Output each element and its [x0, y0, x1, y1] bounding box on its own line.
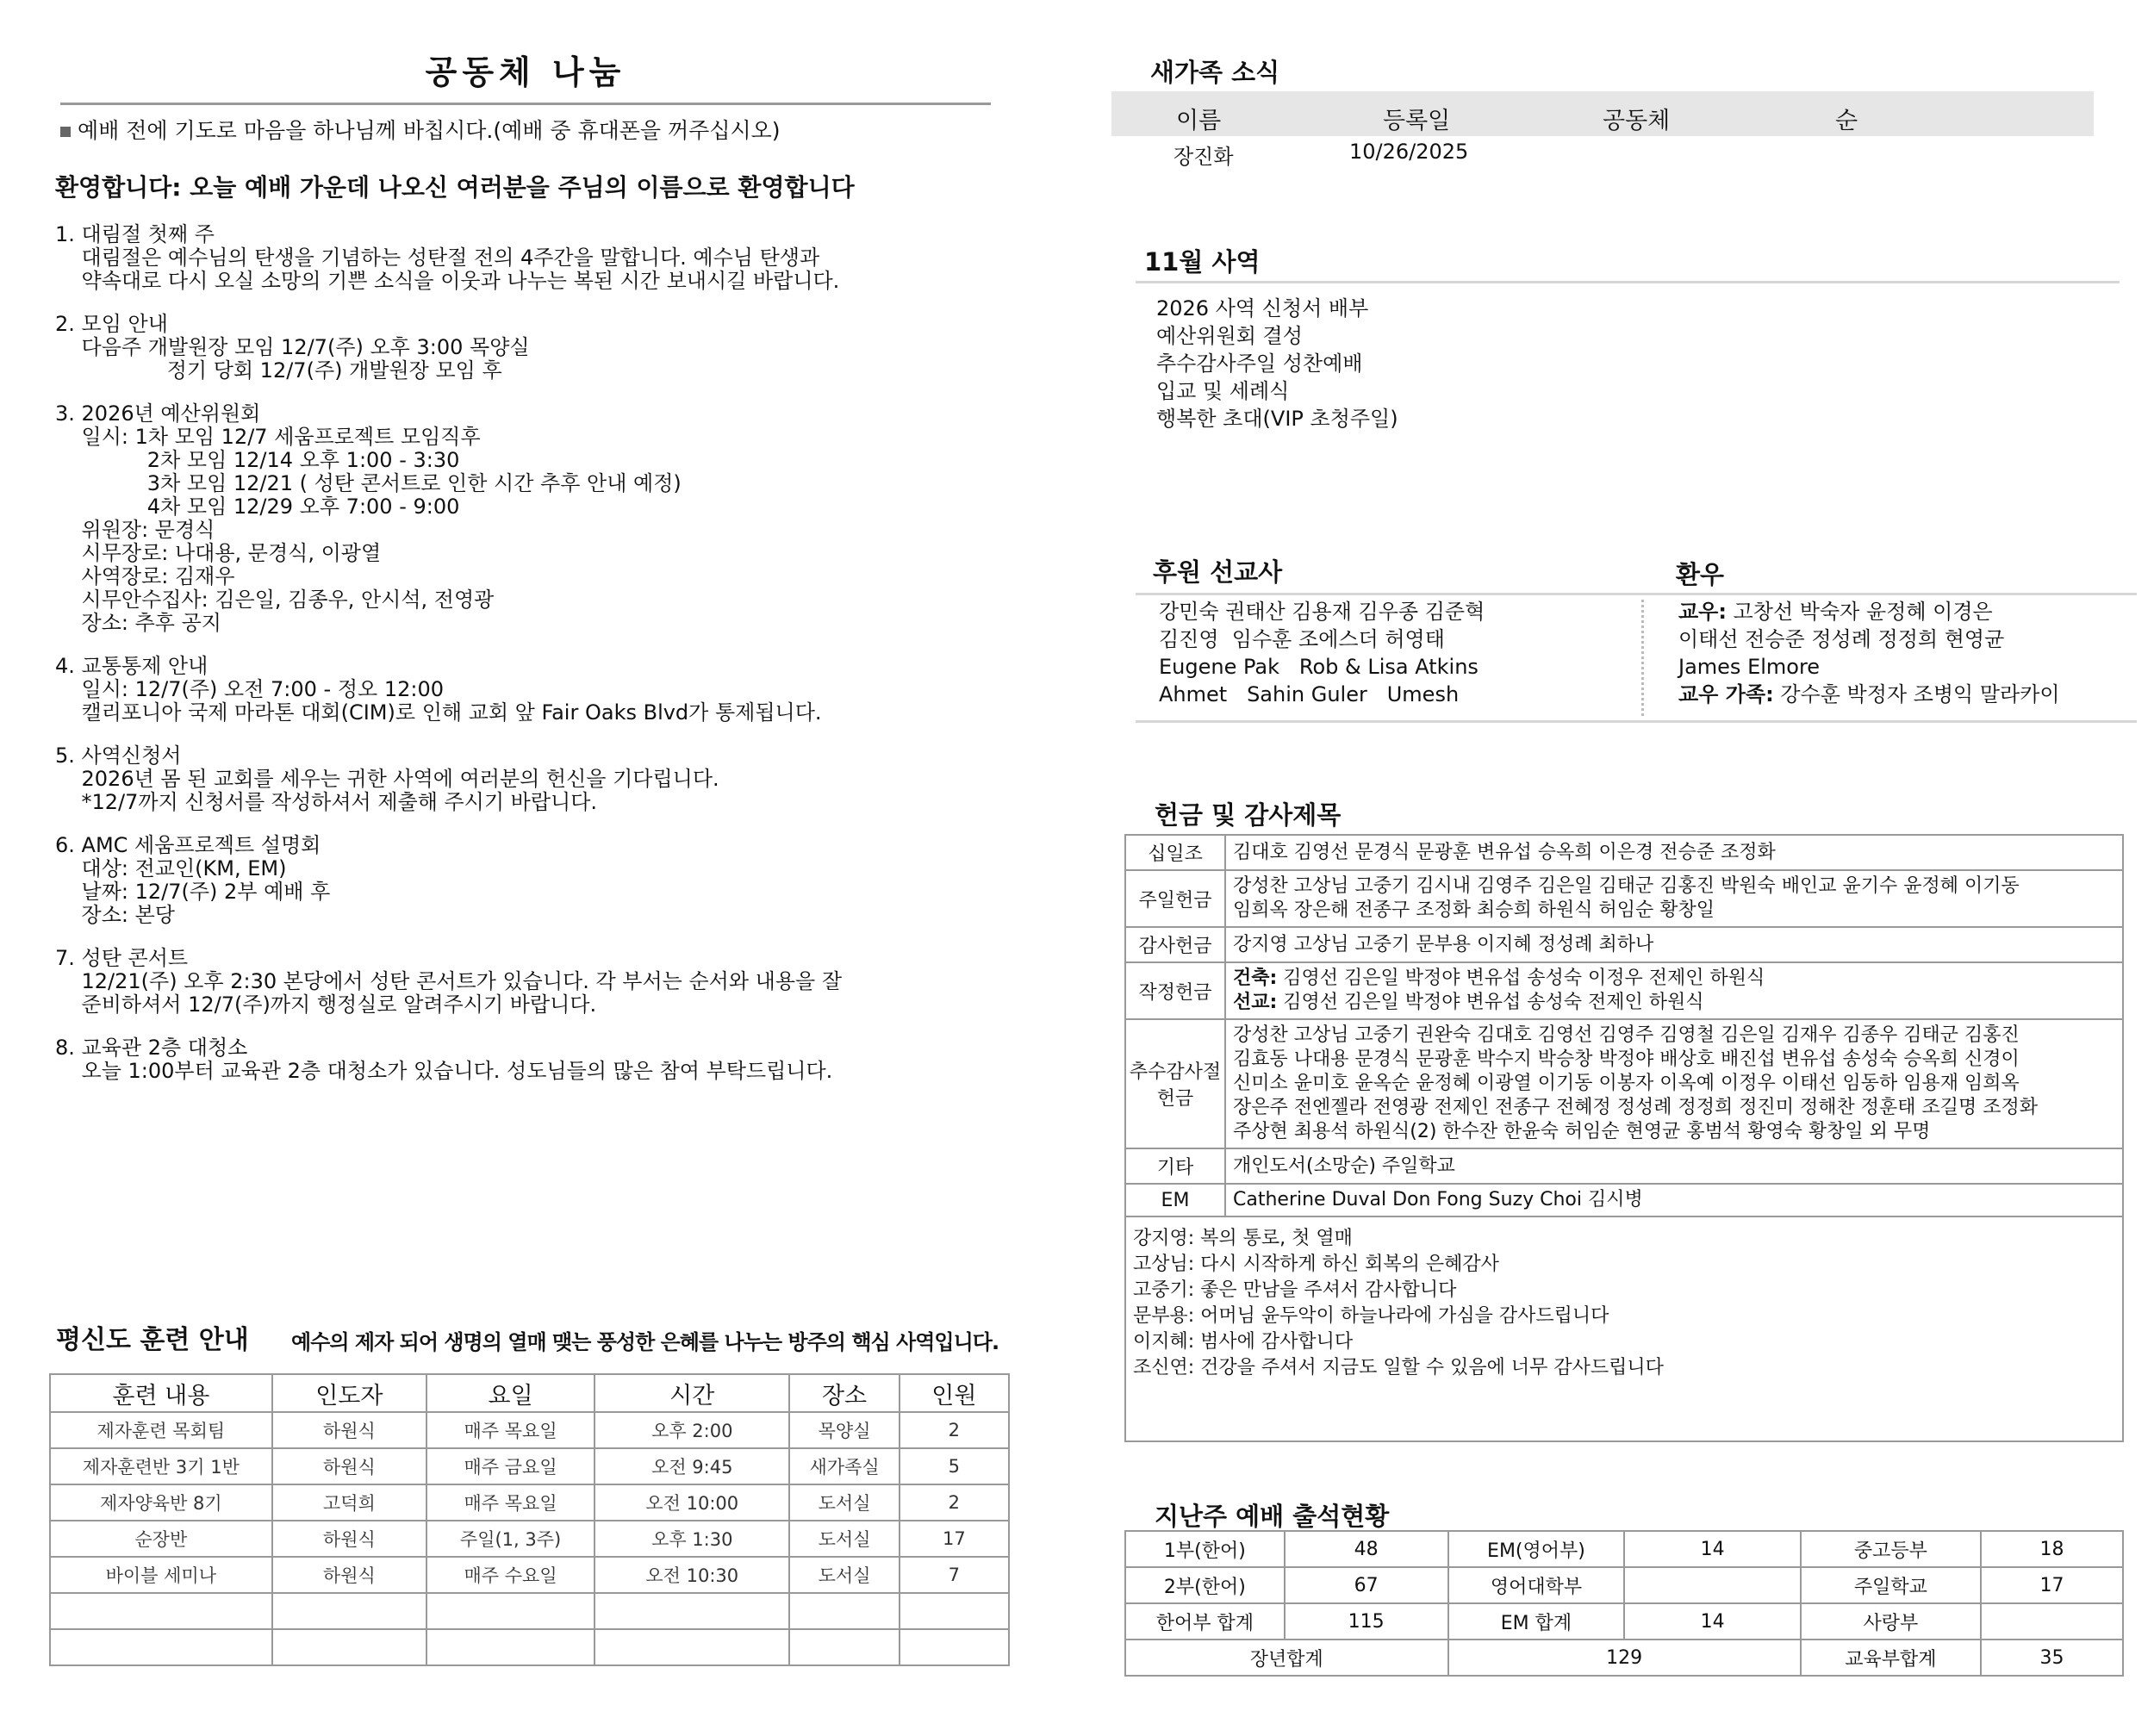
offering-row — [1125, 1148, 2123, 1184]
missionary-line: Eugene Pak Rob & Lisa Atkins — [1159, 655, 1479, 679]
table-cell: 7 — [900, 1557, 1009, 1593]
table-cell: 매주 목요일 — [426, 1412, 595, 1448]
table-row — [50, 1412, 1009, 1448]
offering-category: 기타 — [1125, 1148, 1225, 1184]
announcement-line: 6. AMC 세움프로젝트 설명회 — [55, 833, 321, 857]
offering-names — [1225, 962, 2123, 1019]
offering-text: 강성찬 고상님 고중기 권완숙 김대호 김영선 김영주 김영철 김은일 김재우 김종우 김태군 김홍진 — [1233, 1024, 2020, 1046]
announcement-line: 다음주 개발원장 모임 12/7(주) 오후 3:00 목양실 — [55, 335, 530, 359]
table-cell: 바이블 세미나 — [50, 1557, 272, 1593]
announcement-line: 장소: 본당 — [55, 903, 175, 927]
attendance-cell: EM 합계 — [1448, 1603, 1625, 1640]
announcement-item — [55, 947, 1008, 1017]
attendance-table — [1124, 1530, 2124, 1677]
announcement-line: 대림절은 예수님의 탄생을 기념하는 성탄절 전의 4주간을 말합니다. 예수님 탄생과 — [55, 246, 820, 270]
table-row — [50, 1593, 1009, 1629]
offering-line — [1233, 1120, 2115, 1144]
offering-title: 헌금 및 감사제목 — [1155, 800, 1342, 830]
sick-names: 고창선 박숙자 윤정혜 이경은 — [1726, 600, 1993, 624]
thanks-notes — [1125, 1216, 2123, 1441]
announcement-line: 위원장: 문경식 — [55, 518, 215, 542]
offering-sublabel: 선교: — [1233, 992, 1278, 1013]
square-bullet-icon — [60, 127, 71, 137]
offering-row — [1125, 1019, 2123, 1148]
offering-line — [1233, 841, 2115, 865]
attendance-cell: 67 — [1285, 1567, 1448, 1603]
missionaries-title: 후원 선교사 — [1153, 557, 1283, 587]
offering-category: 작정헌금 — [1125, 962, 1225, 1019]
announcement-line: *12/7까지 신청서를 작성하셔서 제출해 주시기 바랍니다. — [55, 790, 598, 814]
announcement-line: 12/21(주) 오후 2:30 본당에서 성탄 콘서트가 있습니다. 각 부서는 순서와 내용을 잘 — [55, 969, 842, 993]
offering-line — [1233, 874, 2115, 899]
welcome-message: 환영합니다: 오늘 예배 가운데 나오신 여러분을 주님의 이름으로 환영합니다 — [55, 173, 855, 202]
announcement-line: 일시: 1차 모임 12/7 세움프로젝트 모임직후 — [55, 425, 481, 449]
table-row — [50, 1448, 1009, 1484]
attendance-cell: 2부(한어) — [1125, 1567, 1285, 1603]
attendance-cell — [1624, 1567, 1800, 1603]
attendance-cell: EM(영어부) — [1448, 1531, 1625, 1567]
announcement-line: 5. 사역신청서 — [55, 744, 182, 768]
announcement-item — [55, 655, 1008, 725]
missionary-line: 김진영 임수훈 조에스더 허영태 — [1159, 627, 1445, 651]
announcement-line: 대상: 전교인(KM, EM) — [55, 856, 287, 880]
table-cell: 2 — [900, 1412, 1009, 1448]
new-family-date: 10/26/2025 — [1349, 140, 1469, 164]
table-cell: 도서실 — [789, 1557, 899, 1593]
announcement-line: 날짜: 12/7(주) 2부 예배 후 — [55, 880, 331, 904]
missionaries-bottom-divider — [1136, 720, 2137, 723]
offering-line — [1233, 933, 2115, 957]
offering-text: 김영선 김은일 박정야 변유섭 송성숙 이정우 전제인 하원식 — [1277, 968, 1765, 989]
offering-names — [1225, 927, 2123, 962]
thanks-note: 이지혜: 범사에 감사합니다 — [1133, 1331, 1354, 1353]
offering-table — [1124, 834, 2124, 1442]
thanks-notes-row — [1125, 1216, 2123, 1441]
thanks-note: 조신연: 건강을 주셔서 지금도 일할 수 있음에 너무 감사드립니다 — [1133, 1357, 1664, 1378]
announcement-line: 정기 당회 12/7(주) 개발원장 모임 후 — [55, 358, 502, 383]
community-news-column — [43, 47, 1008, 1083]
page-title: 공동체 나눔 — [425, 53, 626, 91]
table-cell — [50, 1629, 272, 1665]
announcement-line: 4차 모임 12/29 오후 7:00 - 9:00 — [55, 495, 460, 519]
announcement-line: 1. 대림절 첫째 주 — [55, 222, 215, 246]
offering-text: 신미소 윤미호 윤옥순 윤정혜 이광열 이기동 이봉자 이옥예 이정우 이태선 임동하 임용재 임희옥 — [1233, 1073, 2020, 1094]
attendance-cell: 14 — [1624, 1531, 1800, 1567]
offering-names — [1225, 870, 2123, 927]
offering-line — [1233, 899, 2115, 923]
attendance-cell: 영어대학부 — [1448, 1567, 1625, 1603]
table-cell: 하원식 — [272, 1521, 426, 1557]
offering-sublabel: 건축: — [1233, 968, 1278, 989]
col-date: 등록일 — [1383, 108, 1451, 134]
offering-category: 주일헌금 — [1125, 870, 1225, 927]
announcement-item — [55, 834, 1008, 927]
offering-text: 김영선 김은일 박정야 변유섭 송성숙 전제인 하원식 — [1277, 992, 1704, 1013]
announcement-line: 2. 모임 안내 — [55, 312, 168, 336]
offering-line — [1233, 1048, 2115, 1072]
announcement-item — [55, 744, 1008, 814]
sick-names: 강수훈 박정자 조병익 말라카이 — [1773, 682, 2060, 706]
table-cell: 제자훈련반 3기 1반 — [50, 1448, 272, 1484]
table-cell: 2 — [900, 1484, 1009, 1521]
attendance-title: 지난주 예배 출석현황 — [1155, 1502, 1390, 1531]
table-cell: 하원식 — [272, 1412, 426, 1448]
sick-line — [1678, 598, 2060, 625]
ministry-item: 예산위원회 결성 — [1156, 324, 1303, 348]
announcement-line: 7. 성탄 콘서트 — [55, 946, 189, 970]
table-row — [50, 1484, 1009, 1521]
table-cell — [272, 1593, 426, 1629]
offering-category: EM — [1125, 1184, 1225, 1216]
announcement-item — [55, 402, 1008, 635]
sick-list — [1678, 598, 2060, 708]
announcement-line: 오늘 1:00부터 교육관 2층 대청소가 있습니다. 성도님들의 많은 참여 부탁드립니다. — [55, 1059, 833, 1083]
table-cell: 제자훈련 목회팀 — [50, 1412, 272, 1448]
ministry-item: 2026 사역 신청서 배부 — [1156, 296, 1369, 320]
table-cell: 순장반 — [50, 1521, 272, 1557]
announcement-line: 3차 모임 12/21 ( 성탄 콘서트로 인한 시간 추후 안내 예정) — [55, 471, 682, 495]
announcement-item — [55, 1036, 1008, 1083]
sick-line — [1678, 625, 2060, 653]
announcement-line: 준비하셔서 12/7(주)까지 행정실로 알려주시기 바랍니다. — [55, 992, 597, 1017]
col-community: 공동체 — [1603, 108, 1671, 134]
offering-text: Catherine Duval Don Fong Suzy Choi 김시병 — [1233, 1189, 1643, 1210]
announcement-item — [55, 313, 1008, 383]
table-cell — [789, 1629, 899, 1665]
missionary-line: 강민숙 권태산 김용재 김우종 김준혁 — [1159, 600, 1485, 624]
attendance-total-row — [1125, 1640, 2123, 1676]
offering-row — [1125, 835, 2123, 870]
offering-text: 김대호 김영선 문경식 문광훈 변유섭 승옥희 이은경 전승준 조정화 — [1233, 841, 1776, 863]
offering-text: 강지영 고상님 고중기 문부용 이지혜 정성례 최하나 — [1233, 933, 1654, 955]
table-cell: 하원식 — [272, 1448, 426, 1484]
table-row — [50, 1629, 1009, 1665]
announcement-line: 약속대로 다시 오실 소망의 기쁜 소식을 이웃과 나누는 복된 시간 보내시길 바랍니다. — [55, 269, 840, 293]
col-group: 순 — [1835, 108, 1858, 134]
announcement-list — [55, 223, 1008, 1083]
title-divider — [60, 103, 991, 105]
table-cell: 주일(1, 3주) — [426, 1521, 595, 1557]
attendance-cell: 115 — [1285, 1603, 1448, 1640]
offering-row — [1125, 927, 2123, 962]
offering-names — [1225, 1184, 2123, 1216]
attendance-total-cell: 129 — [1448, 1640, 1801, 1676]
attendance-cell: 14 — [1624, 1603, 1800, 1640]
offering-line — [1233, 1154, 2115, 1179]
table-cell — [900, 1593, 1009, 1629]
table-cell — [900, 1629, 1009, 1665]
sick-line — [1678, 681, 2060, 708]
attendance-cell: 17 — [1981, 1567, 2123, 1603]
table-cell — [426, 1629, 595, 1665]
offering-text: 개인도서(소망순) 주일학교 — [1233, 1154, 1455, 1177]
new-family-row — [1111, 136, 2094, 171]
thanks-note: 강지영: 복의 통로, 첫 열매 — [1133, 1228, 1353, 1249]
table-cell: 매주 금요일 — [426, 1448, 595, 1484]
thanks-note: 문부용: 어머님 윤두악이 하늘나라에 가심을 감사드립니다 — [1133, 1305, 1609, 1327]
attendance-row — [1125, 1531, 2123, 1567]
table-cell — [789, 1593, 899, 1629]
offering-names — [1225, 1019, 2123, 1148]
worship-notice-text: 예배 전에 기도로 마음을 하나님께 바칩시다.(예배 중 휴대폰을 꺼주십시오) — [78, 118, 781, 143]
table-cell: 오전 10:30 — [595, 1557, 789, 1593]
table-cell: 도서실 — [789, 1484, 899, 1521]
announcement-line: 장소: 추후 공지 — [55, 611, 221, 635]
offering-line — [1233, 991, 2115, 1015]
offering-category: 십일조 — [1125, 835, 1225, 870]
training-subtitle: 예수의 제자 되어 생명의 열매 맺는 풍성한 은혜를 나누는 방주의 핵심 사역입니다. — [291, 1330, 999, 1354]
ministry-item: 추수감사주일 성찬예배 — [1156, 352, 1363, 376]
offering-category: 추수감사절 헌금 — [1125, 1019, 1225, 1148]
new-family-title: 새가족 소식 — [1150, 58, 1280, 87]
missionaries-top-divider — [1136, 593, 2137, 595]
table-cell: 고덕희 — [272, 1484, 426, 1521]
col-name: 이름 — [1176, 108, 1222, 134]
thanks-note: 고상님: 다시 시작하게 하신 회복의 은혜감사 — [1133, 1254, 1499, 1275]
announcement-line: 3. 2026년 예산위원회 — [55, 401, 261, 426]
table-cell — [50, 1593, 272, 1629]
column-header: 인도자 — [272, 1374, 426, 1412]
table-cell: 오전 10:00 — [595, 1484, 789, 1521]
offering-line — [1233, 967, 2115, 991]
table-cell: 목양실 — [789, 1412, 899, 1448]
offering-line — [1233, 1096, 2115, 1120]
announcement-item — [55, 223, 1008, 293]
attendance-cell: 48 — [1285, 1531, 1448, 1567]
ministry-item: 입교 및 세례식 — [1156, 379, 1290, 403]
new-family-header — [1111, 91, 2094, 136]
offering-text: 강성찬 고상님 고중기 김시내 김영주 김은일 김태군 김홍진 박원숙 배인교 윤기수 윤정혜 이기동 — [1233, 875, 2020, 897]
attendance-cell — [1981, 1603, 2123, 1640]
new-family-name: 장진화 — [1173, 145, 1234, 169]
table-cell: 오전 9:45 — [595, 1448, 789, 1484]
attendance-cell: 사랑부 — [1801, 1603, 1981, 1640]
offering-row — [1125, 1184, 2123, 1216]
announcement-line: 시무안수집사: 김은일, 김종우, 안시석, 전영광 — [55, 588, 495, 612]
column-header: 장소 — [789, 1374, 899, 1412]
table-row — [50, 1557, 1009, 1593]
offering-text: 김효동 나대용 문경식 문광훈 박수지 박승창 박정야 배상호 배진섭 변유섭 송성숙 승옥희 신경이 — [1233, 1048, 2020, 1070]
offering-text: 임희옥 장은해 전종구 조정화 최승희 하원식 허임순 황창일 — [1233, 899, 1715, 921]
ministry-title: 11월 사역 — [1144, 247, 1261, 277]
announcement-line: 2차 모임 12/14 오후 1:00 - 3:30 — [55, 448, 460, 472]
table-cell — [595, 1629, 789, 1665]
missionary-line: Ahmet Sahin Guler Umesh — [1159, 682, 1460, 706]
announcement-line: 캘리포니아 국제 마라톤 대회(CIM)로 인해 교회 앞 Fair Oaks Blvd가 통제됩니다. — [55, 700, 822, 725]
offering-names — [1225, 835, 2123, 870]
attendance-total-cell: 35 — [1981, 1640, 2123, 1676]
table-cell: 오후 2:00 — [595, 1412, 789, 1448]
training-table — [49, 1373, 1010, 1666]
column-header: 요일 — [426, 1374, 595, 1412]
sick-names: 이태선 전승준 정성례 정정희 현영균 — [1678, 627, 2005, 651]
attendance-row — [1125, 1603, 2123, 1640]
sick-label: 교우 가족: — [1678, 682, 1774, 706]
training-title: 평신도 훈련 안내 — [56, 1325, 249, 1355]
worship-notice — [60, 114, 1008, 145]
table-cell: 제자양육반 8기 — [50, 1484, 272, 1521]
offering-text: 장은주 전엔젤라 전영광 전제인 전종구 전혜정 정성례 정정희 정진미 정해찬 정훈태 조길명 조정화 — [1233, 1097, 2039, 1118]
offering-line — [1233, 1188, 2115, 1212]
attendance-cell: 중고등부 — [1801, 1531, 1981, 1567]
table-cell — [272, 1629, 426, 1665]
offering-row — [1125, 870, 2123, 927]
announcement-line: 8. 교육관 2층 대청소 — [55, 1036, 248, 1060]
offering-row — [1125, 962, 2123, 1019]
table-cell: 오후 1:30 — [595, 1521, 789, 1557]
announcement-line: 일시: 12/7(주) 오전 7:00 - 정오 12:00 — [55, 677, 445, 701]
table-cell: 매주 목요일 — [426, 1484, 595, 1521]
table-cell: 5 — [900, 1448, 1009, 1484]
announcement-line: 시무장로: 나대용, 문경식, 이광열 — [55, 541, 382, 565]
announcement-line: 사역장로: 김재우 — [55, 564, 235, 588]
sick-names: James Elmore — [1678, 655, 1821, 679]
announcement-line: 2026년 몸 된 교회를 세우는 귀한 사역에 여러분의 헌신을 기다립니다. — [55, 767, 719, 791]
offering-line — [1233, 1024, 2115, 1048]
table-cell: 하원식 — [272, 1557, 426, 1593]
attendance-cell: 1부(한어) — [1125, 1531, 1285, 1567]
table-cell — [426, 1593, 595, 1629]
table-header-row — [50, 1374, 1009, 1412]
table-row — [50, 1521, 1009, 1557]
offering-line — [1233, 1072, 2115, 1096]
ministry-divider — [1136, 281, 2120, 283]
attendance-cell: 18 — [1981, 1531, 2123, 1567]
attendance-cell: 주일학교 — [1801, 1567, 1981, 1603]
attendance-cell: 한어부 합계 — [1125, 1603, 1285, 1640]
sick-label: 교우: — [1678, 600, 1727, 624]
column-divider — [1641, 600, 1644, 716]
sick-title: 환우 — [1676, 560, 1725, 589]
table-cell: 17 — [900, 1521, 1009, 1557]
table-cell: 새가족실 — [789, 1448, 899, 1484]
offering-category: 감사헌금 — [1125, 927, 1225, 962]
offering-text: 주상현 최용석 하원식(2) 한수잔 한윤숙 허임순 현영균 홍범석 황영숙 황창일 외 무명 — [1233, 1121, 1931, 1142]
announcement-line: 4. 교통통제 안내 — [55, 654, 209, 678]
ministry-list — [1156, 295, 1398, 432]
column-header: 인원 — [900, 1374, 1009, 1412]
table-cell — [595, 1593, 789, 1629]
column-header: 시간 — [595, 1374, 789, 1412]
table-cell: 매주 수요일 — [426, 1557, 595, 1593]
ministry-item: 행복한 초대(VIP 초청주일) — [1156, 407, 1398, 431]
column-header: 훈련 내용 — [50, 1374, 272, 1412]
thanks-note: 고중기: 좋은 만남을 주셔서 감사합니다 — [1133, 1279, 1457, 1301]
missionaries-list — [1159, 598, 1485, 708]
table-cell: 도서실 — [789, 1521, 899, 1557]
attendance-total-cell: 장년합계 — [1125, 1640, 1448, 1676]
offering-names — [1225, 1148, 2123, 1184]
sick-line — [1678, 653, 2060, 681]
attendance-total-cell: 교육부합계 — [1801, 1640, 1981, 1676]
attendance-row — [1125, 1567, 2123, 1603]
